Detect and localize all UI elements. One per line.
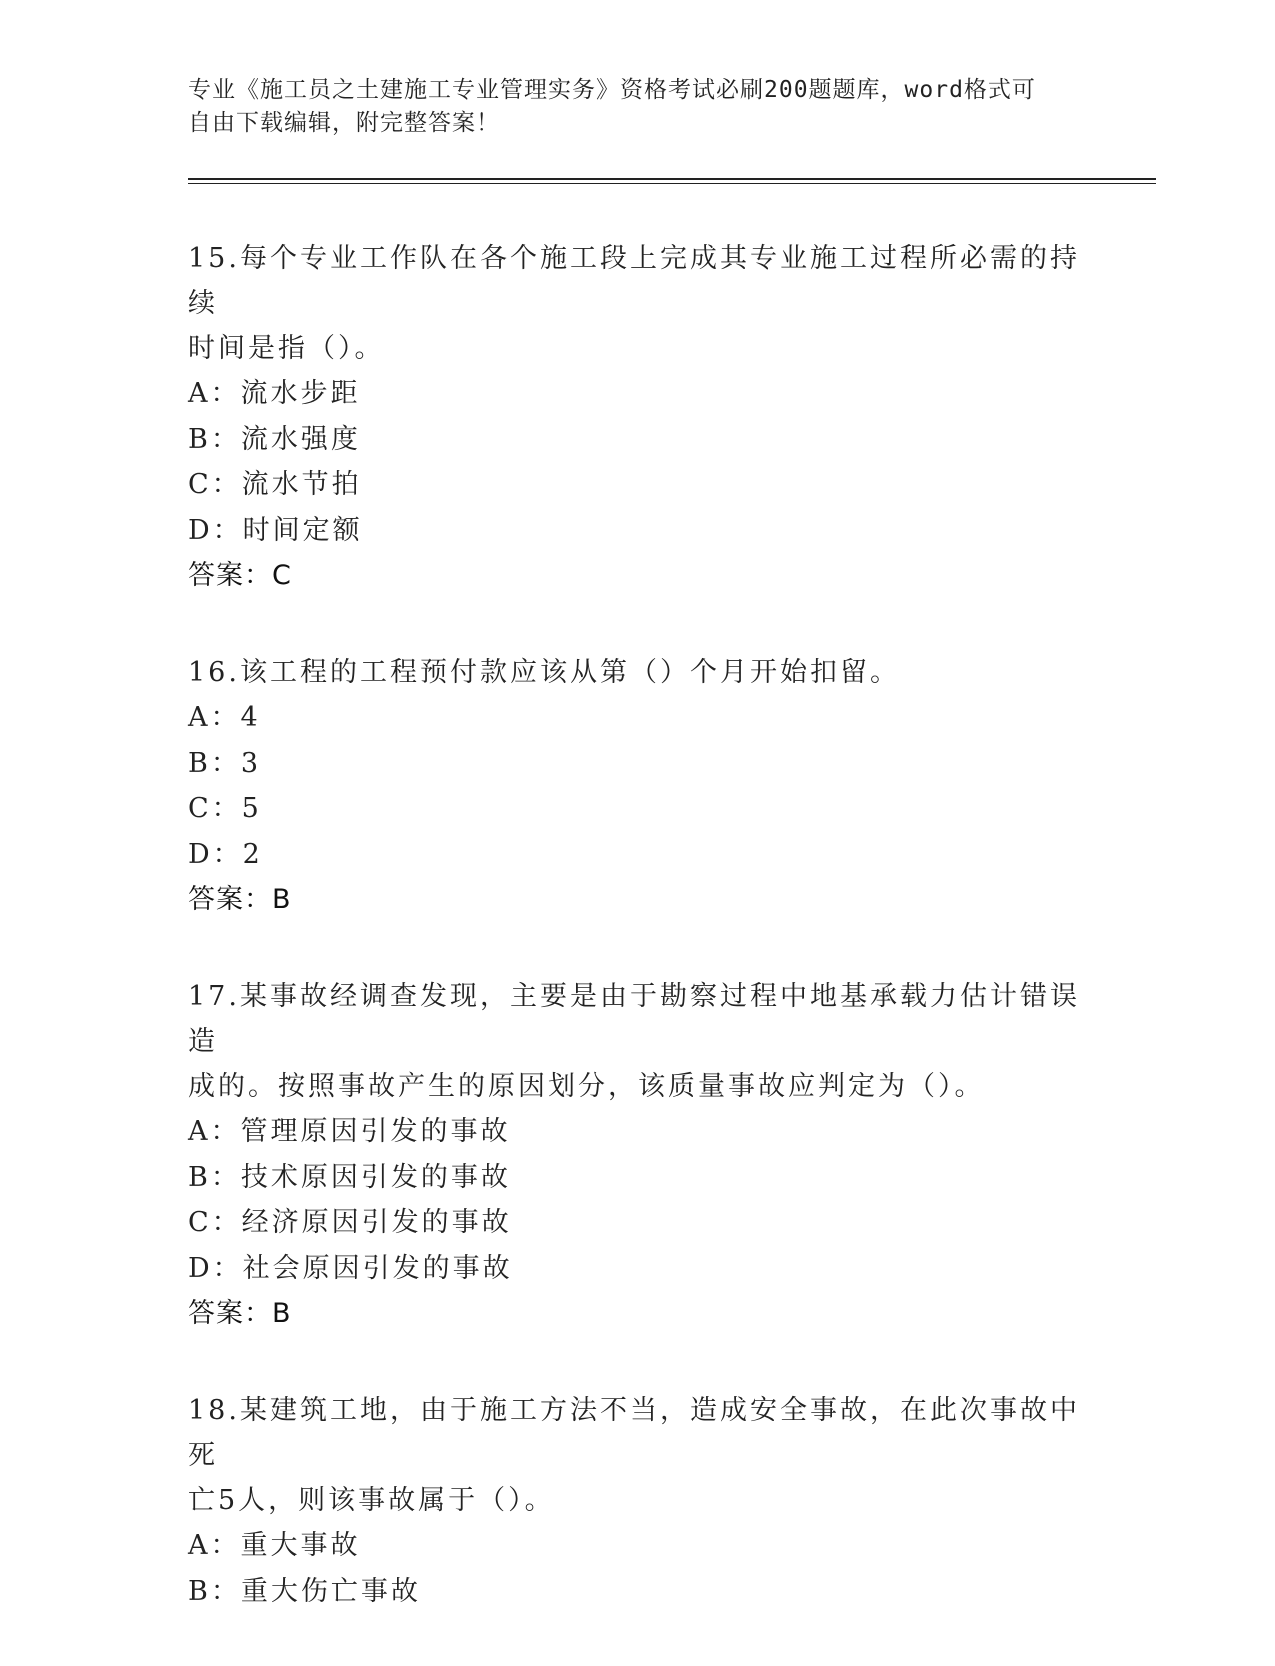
option-b: B：技术原因引发的事故 xyxy=(188,1161,511,1193)
option-b: B：流水强度 xyxy=(188,423,361,455)
question-16 xyxy=(188,650,1088,922)
answer-line: 答案：B xyxy=(188,884,292,915)
option-d: D：社会原因引发的事故 xyxy=(188,1252,513,1284)
option-b: B：重大伤亡事故 xyxy=(188,1575,421,1607)
question-stem-line: 15.每个专业工作队在各个施工段上完成其专业施工过程所必需的持续 xyxy=(188,243,1080,319)
answer-line: 答案：B xyxy=(188,1298,292,1329)
option-a: A：管理原因引发的事故 xyxy=(188,1116,511,1147)
option-a: A：重大事故 xyxy=(188,1530,361,1561)
question-18 xyxy=(188,1388,1088,1614)
option-d: D：时间定额 xyxy=(188,514,363,546)
document-header xyxy=(188,74,1068,140)
option-a: A：流水步距 xyxy=(188,378,361,409)
question-stem-line: 时间是指（）。 xyxy=(188,333,385,364)
option-c: C：5 xyxy=(188,793,262,824)
header-divider-bottom xyxy=(188,183,1156,184)
question-stem-line: 18.某建筑工地，由于施工方法不当，造成安全事故，在此次事故中死 xyxy=(188,1395,1080,1471)
answer-line: 答案：C xyxy=(188,560,292,591)
header-line-1: 专业《施工员之土建施工专业管理实务》资格考试必刷200题题库，word格式可 xyxy=(188,77,1036,103)
option-c: C：经济原因引发的事故 xyxy=(188,1207,512,1238)
option-d: D：2 xyxy=(188,838,263,870)
question-15 xyxy=(188,236,1088,598)
question-stem xyxy=(188,974,1088,1109)
question-stem xyxy=(188,236,1088,371)
question-stem-line: 17.某事故经调查发现，主要是由于勘察过程中地基承载力估计错误造 xyxy=(188,981,1080,1057)
question-list xyxy=(188,236,1088,1666)
option-c: C：流水节拍 xyxy=(188,469,362,500)
header-divider-top xyxy=(188,178,1156,180)
header-line-2: 自由下载编辑，附完整答案！ xyxy=(188,110,500,136)
question-stem xyxy=(188,650,1088,695)
question-17 xyxy=(188,974,1088,1336)
question-stem-line: 成的。按照事故产生的原因划分，该质量事故应判定为（）。 xyxy=(188,1071,985,1102)
question-stem xyxy=(188,1388,1088,1523)
question-stem-line: 16.该工程的工程预付款应该从第（）个月开始扣留。 xyxy=(188,657,900,688)
option-b: B：3 xyxy=(188,747,262,779)
question-stem-line: 亡5人，则该事故属于（）。 xyxy=(188,1485,555,1516)
option-a: A：4 xyxy=(188,702,261,733)
